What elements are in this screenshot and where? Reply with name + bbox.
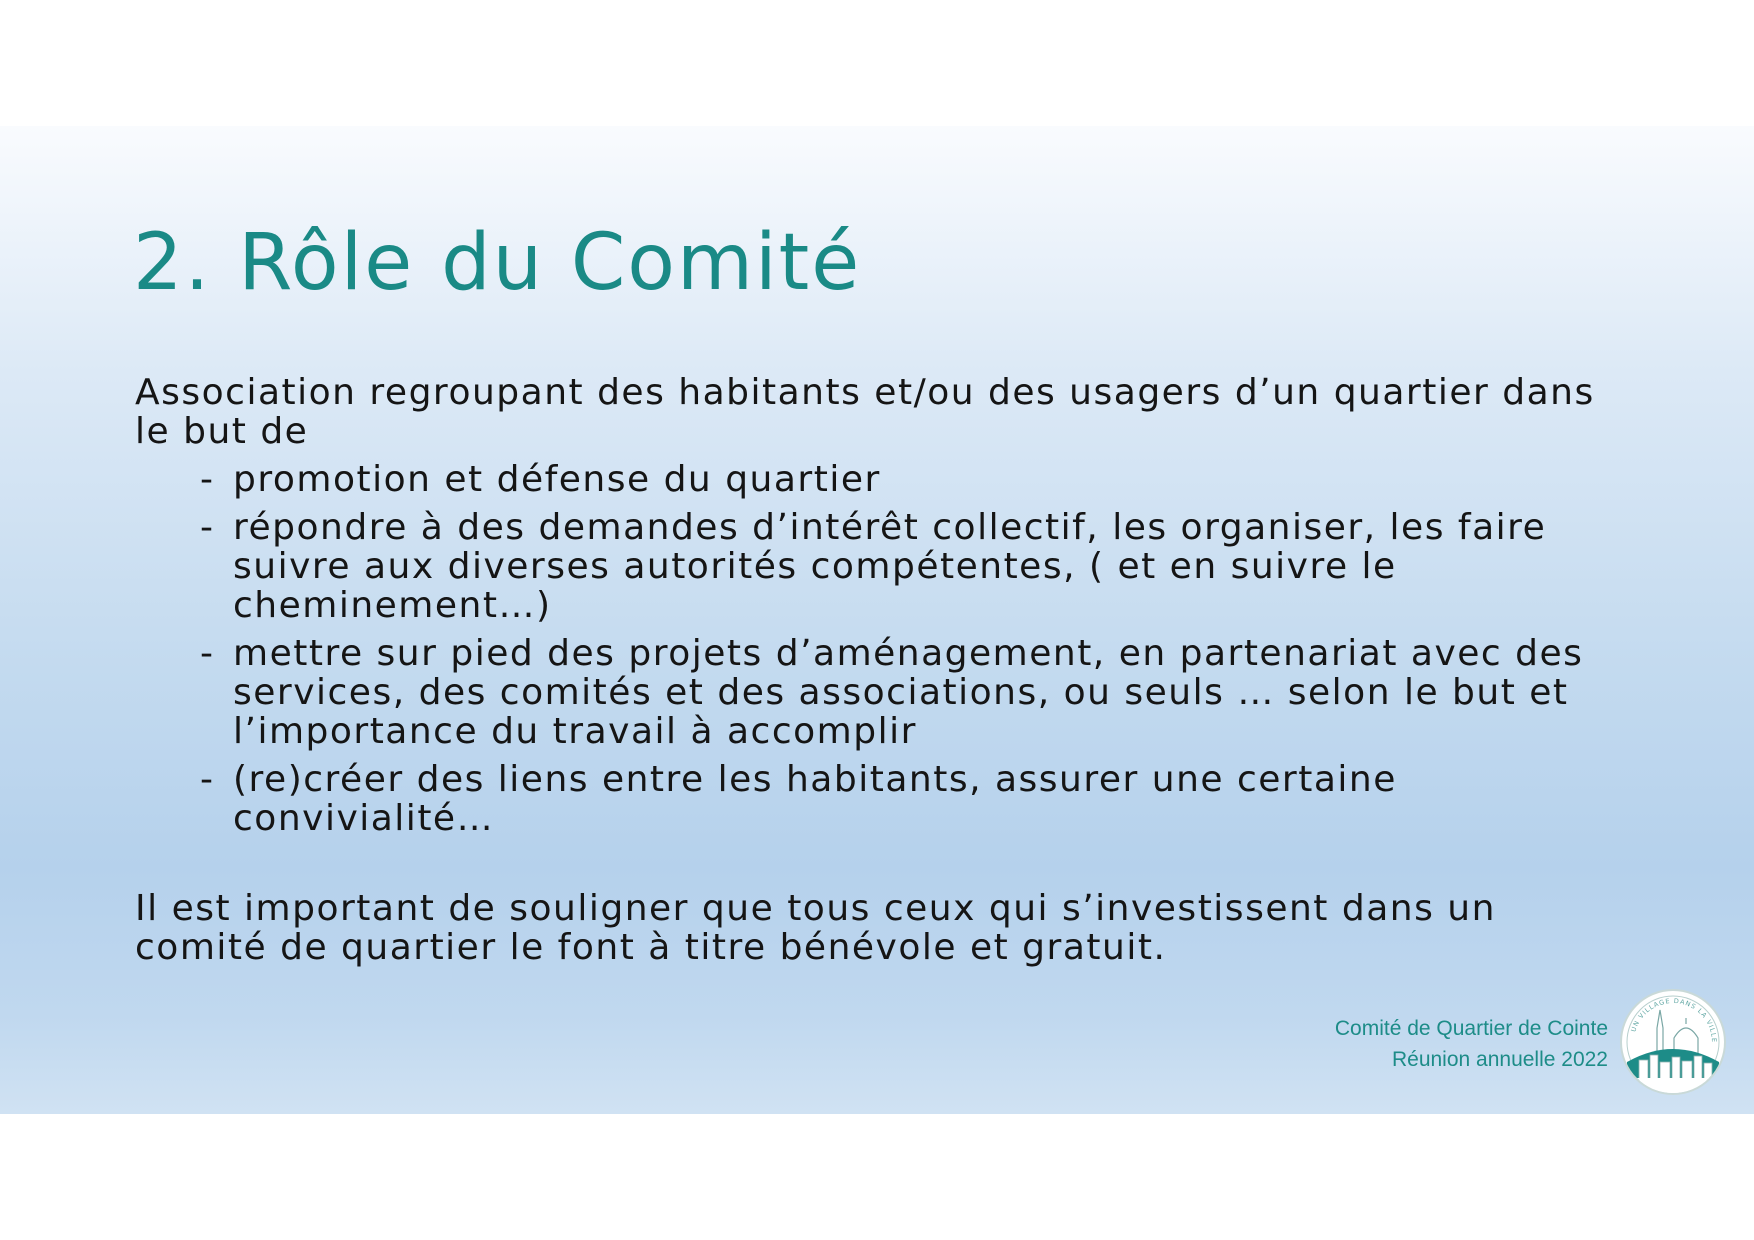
- bullet-marker: -: [200, 759, 215, 800]
- bullet-marker: -: [200, 633, 215, 674]
- bullet-list: [200, 460, 1630, 847]
- slide-title: 2. Rôle du Comité: [133, 218, 862, 308]
- bullet-text: mettre sur pied des projets d’aménagement, en partenariat avec des services, des comités et des associations, ou seuls … selon le but et l’importance du travail à accomplir: [233, 633, 1584, 752]
- intro-paragraph: Association regroupant des habitants et/ou des usagers d’un quartier dans le but de: [135, 372, 1595, 452]
- slide: [0, 126, 1754, 1114]
- bullet-item: [200, 508, 1630, 625]
- footer-organization: Comité de Quartier de Cointe: [1334, 1017, 1608, 1040]
- village-logo-icon: [1619, 988, 1727, 1096]
- bullet-item: [200, 760, 1630, 838]
- footer: [1335, 1013, 1608, 1075]
- bullet-text: répondre à des demandes d’intérêt collectif, les organiser, les faire suivre aux diverses autorités compétentes, ( et en suivre le cheminement…): [233, 507, 1547, 626]
- bullet-text: (re)créer des liens entre les habitants, assurer une certaine convivialité…: [233, 759, 1397, 839]
- closing-paragraph: Il est important de souligner que tous ceux qui s’investissent dans un comité de quartier le font à titre bénévole et gratuit.: [135, 888, 1496, 968]
- bullet-marker: -: [200, 507, 215, 548]
- bullet-item: [200, 460, 1630, 499]
- footer-event: Réunion annuelle 2022: [1391, 1048, 1608, 1071]
- bullet-item: [200, 634, 1630, 751]
- bullet-marker: -: [200, 459, 215, 500]
- bullet-text: promotion et défense du quartier: [233, 459, 881, 500]
- logo-ring-text: UN VILLAGE DANS LA VILLE: [1629, 996, 1719, 1044]
